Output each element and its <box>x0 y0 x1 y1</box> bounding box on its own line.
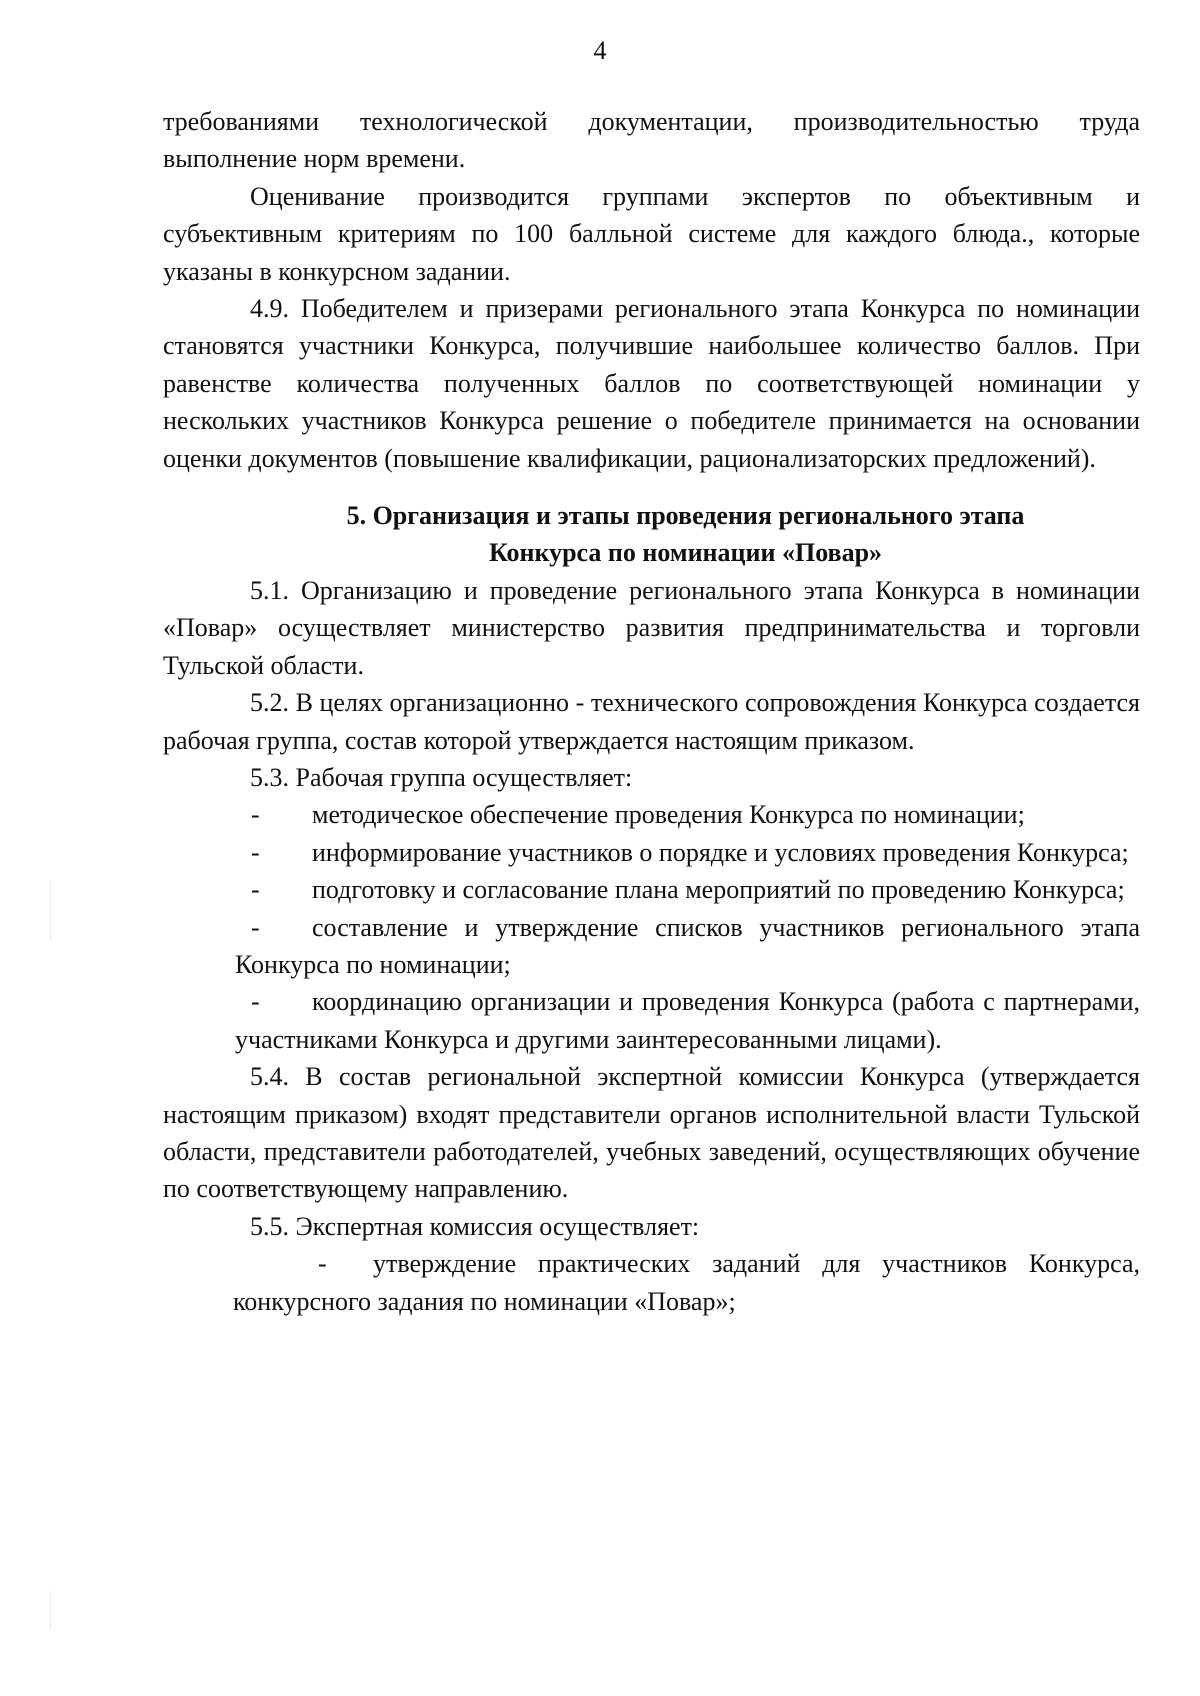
list-item <box>163 1245 1140 1320</box>
page-number: 4 <box>593 36 607 65</box>
list-item <box>163 983 1140 1058</box>
bullet-dash: - <box>251 800 260 830</box>
scan-artifact <box>50 1590 51 1630</box>
list-item-text: методическое обеспечение проведения Конкурса по номинации; <box>312 800 1025 830</box>
paragraph-continuation: требованиями технологической документации, производительностью труда выполнение норм времени. <box>163 107 1140 174</box>
list-item-text: информирование участников о порядке и условиях проведения Конкурса; <box>312 837 1129 867</box>
list-item-text: подготовку и согласование плана мероприятий по проведению Конкурса; <box>312 875 1125 905</box>
section-heading-5 <box>163 497 1140 572</box>
bullet-dash: - <box>318 1249 327 1279</box>
section-heading-line-2: Конкурса по номинации «Повар» <box>488 538 883 568</box>
bullet-dash: - <box>251 875 260 905</box>
bullet-dash: - <box>251 837 260 867</box>
list-item-text: утверждение практических заданий для участников Конкурса, конкурсного задания по номинации «Повар»; <box>233 1249 1140 1316</box>
paragraph-5-1: 5.1. Организацию и проведение регионального этапа Конкурса в номинации «Повар» осуществляет министерство развития предпринимательства и торговли Тульской области. <box>163 575 1140 680</box>
paragraph-5-3: 5.3. Рабочая группа осуществляет: <box>250 762 633 792</box>
scan-artifact <box>50 880 51 940</box>
list-item-text: составление и утверждение списков участников регионального этапа Конкурса по номинации; <box>235 912 1140 979</box>
list-item <box>163 796 1140 833</box>
list-item <box>163 834 1140 871</box>
paragraph-evaluation: Оценивание производится группами экспертов по объективным и субъективным критериям по 100 балльной системе для каждого блюда., которые указаны в конкурсном задании. <box>163 181 1140 286</box>
paragraph-5-4: 5.4. В состав региональной экспертной комиссии Конкурса (утверждается настоящим приказом) входят представители органов исполнительной власти Тульской области, представители работодателей, учебных заведений, осуществляющих обучение по соответствующему направлению. <box>163 1062 1140 1204</box>
paragraph-5-5: 5.5. Экспертная комиссия осуществляет: <box>250 1211 700 1241</box>
list-item <box>163 909 1140 984</box>
paragraph-5-2: 5.2. В целях организационно - технического сопровождения Конкурса создается рабочая группа, состав которой утверждается настоящим приказом. <box>163 688 1140 755</box>
bullet-dash: - <box>251 912 260 942</box>
list-item <box>163 871 1140 908</box>
paragraph-4-9: 4.9. Победителем и призерами регионального этапа Конкурса по номинации становятся участники Конкурса, получившие наибольшее количество баллов. При равенстве количества полученных баллов по соответствующей номинации у нескольких участников Конкурса решение о победителе принимается на основании оценки документов (повышение квалификации, рационализаторских предложений). <box>163 294 1140 473</box>
list-item-text: координацию организации и проведения Конкурса (работа с партнерами, участниками Конкурса и другими заинтересованными лицами). <box>235 987 1140 1054</box>
bullet-dash: - <box>251 987 260 1017</box>
document-body <box>163 103 1140 1320</box>
section-heading-line-1: 5. Организация и этапы проведения регионального этапа <box>346 501 1025 531</box>
